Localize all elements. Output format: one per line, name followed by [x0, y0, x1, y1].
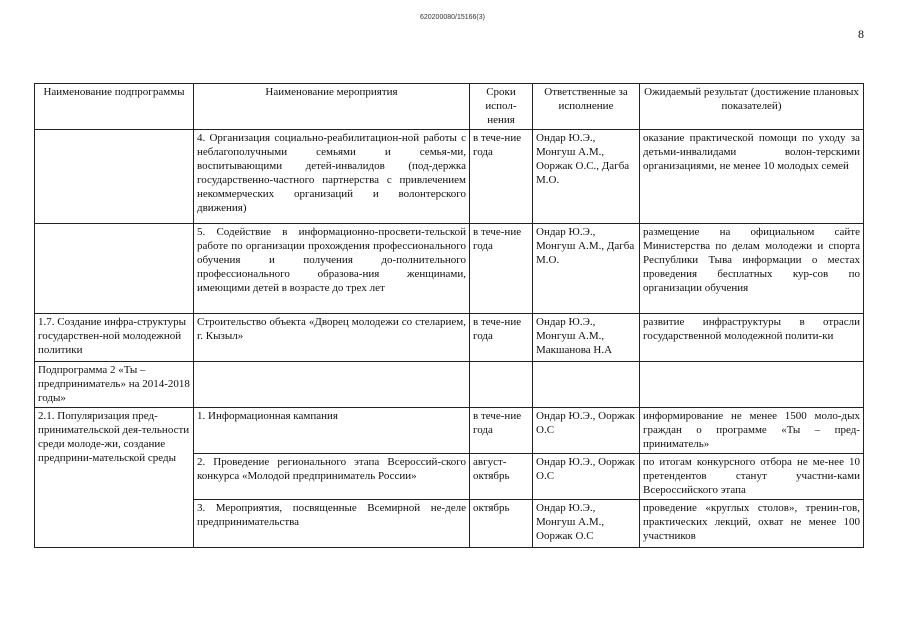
cell-event: Строительство объекта «Дворец молодежи со стеларием, г. Кызыл» — [194, 314, 470, 362]
cell-event: 5. Содействие в информационно-просвети-тельской работе по организации прохождения профессионального обучения и получения до-полнительного профессионального образова-ния женщинами, имеющими детей в возрасте до трех лет — [194, 224, 470, 314]
cell-event — [194, 362, 470, 408]
cell-subprogram — [35, 224, 194, 314]
cell-event: 4. Организация социально-реабилитацион-ной работы с неблагополучными семьями и семья-ми, воспитывающими детей-инвалидов (под-держка государственно-частного партнерства с привлечением некоммерческих организаций и волонтерского движения) — [194, 130, 470, 224]
cell-subprogram: 1.7. Создание инфра-структуры государствен-ной молодежной политики — [35, 314, 194, 362]
header-subprogram: Наименование подпрограммы — [35, 84, 194, 130]
cell-subprogram — [35, 130, 194, 224]
cell-deadline: в тече-ние года — [470, 130, 533, 224]
cell-responsible: Ондар Ю.Э., Монгуш А.М., Ооржак О.С — [533, 500, 640, 548]
cell-responsible: Ондар Ю.Э., Ооржак О.С — [533, 408, 640, 454]
cell-subprogram: Подпрограмма 2 «Ты – предприниматель» на 2014-2018 годы» — [35, 362, 194, 408]
table-row — [35, 408, 864, 454]
header-responsible: Ответственные за исполнение — [533, 84, 640, 130]
cell-deadline: в тече-ние года — [470, 314, 533, 362]
program-table — [34, 83, 864, 548]
table-row — [35, 130, 864, 224]
cell-deadline: октябрь — [470, 500, 533, 548]
cell-result: развитие инфраструктуры в отрасли государственной молодежной полити-ки — [640, 314, 864, 362]
table-row — [35, 362, 864, 408]
page-number: 8 — [858, 27, 864, 41]
cell-deadline: в тече-ние года — [470, 408, 533, 454]
cell-event: 2. Проведение регионального этапа Всероссий-ского конкурса «Молодой предприниматель России» — [194, 454, 470, 500]
cell-event: 3. Мероприятия, посвященные Всемирной не-деле предпринимательства — [194, 500, 470, 548]
cell-responsible: Ондар Ю.Э., Ооржак О.С — [533, 454, 640, 500]
cell-deadline: август-октябрь — [470, 454, 533, 500]
cell-result — [640, 362, 864, 408]
table-header-row — [35, 84, 864, 130]
cell-result: размещение на официальном сайте Министерства по делам молодежи и спорта Республики Тыва информации о местах проведения бесплатных кур-сов по организации обучения — [640, 224, 864, 314]
cell-deadline: в тече-ние года — [470, 224, 533, 314]
cell-event: 1. Информационная кампания — [194, 408, 470, 454]
cell-responsible: Ондар Ю.Э., Монгуш А.М., Ооржак О.С., Дагба М.О. — [533, 130, 640, 224]
cell-deadline — [470, 362, 533, 408]
cell-result: информирование не менее 1500 моло-дых граждан о программе «Ты – пред-приниматель» — [640, 408, 864, 454]
cell-subprogram: 2.1. Популяризация пред-принимательской дея-тельности среди молоде-жи, создание предприни-мательской среды — [35, 408, 194, 548]
document-id: 620200080/15166(3) — [419, 14, 485, 21]
cell-responsible — [533, 362, 640, 408]
table-row — [35, 224, 864, 314]
cell-responsible: Ондар Ю.Э., Монгуш А.М., Дагба М.О. — [533, 224, 640, 314]
cell-result: по итогам конкурсного отбора не ме-нее 10 претендентов станут участни-ками Всероссийского этапа — [640, 454, 864, 500]
header-deadline: Сроки испол-нения — [470, 84, 533, 130]
cell-result: оказание практической помощи по уходу за детьми-инвалидами волон-терскими организациями, не менее 10 молодых семей — [640, 130, 864, 224]
table-row — [35, 314, 864, 362]
header-result: Ожидаемый результат (достижение плановых показателей) — [640, 84, 864, 130]
header-event: Наименование мероприятия — [194, 84, 470, 130]
cell-result: проведение «круглых столов», тренин-гов, практических лекций, охват не менее 100 участников — [640, 500, 864, 548]
cell-responsible: Ондар Ю.Э., Монгуш А.М., Макшанова Н.А — [533, 314, 640, 362]
